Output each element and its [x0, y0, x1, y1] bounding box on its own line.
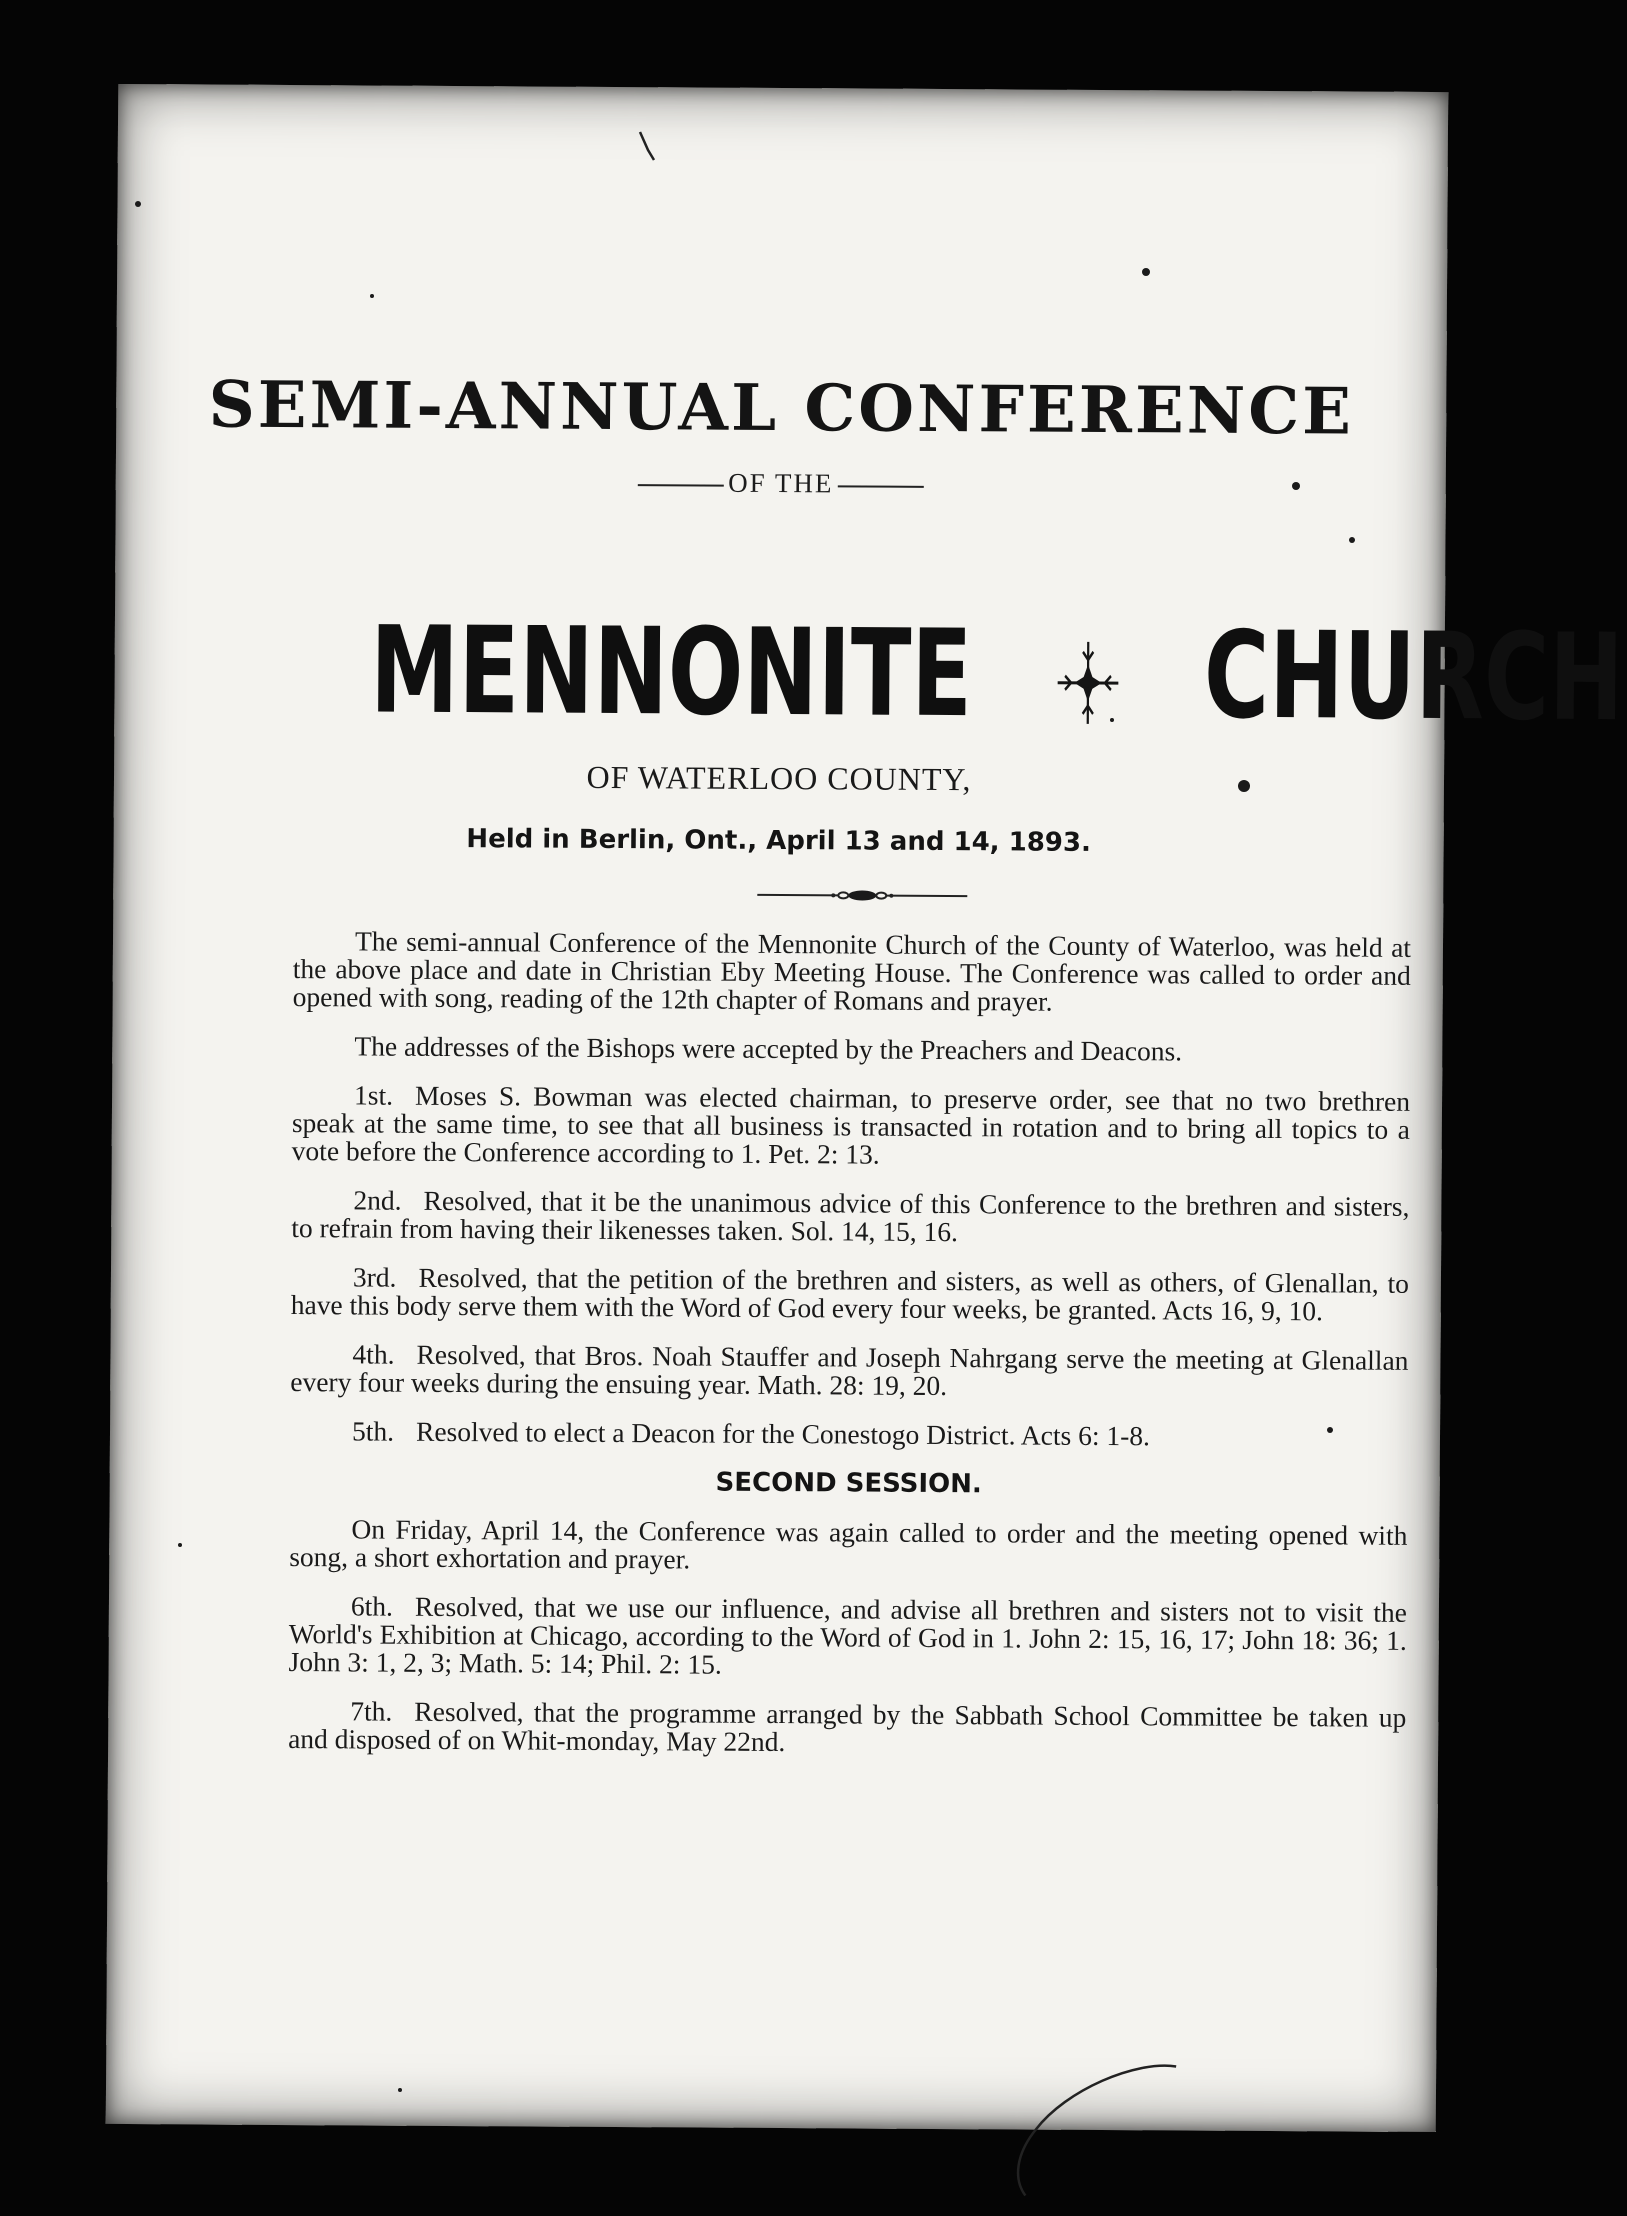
resolution-text: Moses S. Bowman was elected chairman, to preserve order, see that no two brethren speak at the same time, to see that all business is transacted in rotation and to bring all topics to a vote before the Conference according to 1. Pet. 2: 13.	[291, 1079, 1411, 1170]
ornamental-divider-icon	[757, 888, 967, 903]
resolution-ordinal: 5th.	[351, 1415, 395, 1447]
left-rule	[638, 484, 724, 487]
resolution-ordinal: 6th.	[350, 1590, 394, 1622]
session-opening	[289, 1515, 1407, 1578]
resolution-ordinal: 1st.	[353, 1079, 394, 1111]
paragraph-text: The addresses of the Bishops were accepted by the Preachers and Deacons.	[354, 1030, 1183, 1067]
resolution-6	[289, 1592, 1407, 1683]
resolution-4	[290, 1340, 1408, 1403]
resolution-ordinal: 7th.	[350, 1695, 393, 1727]
ink-stroke-mark	[1005, 2059, 1206, 2200]
title-mennonite: MENNONITE	[369, 601, 973, 745]
document-page	[106, 84, 1624, 2132]
cross-ornament-icon	[1054, 638, 1121, 728]
resolution-ordinal: 3rd.	[352, 1261, 397, 1293]
resolution-text: Resolved, that Bros. Noah Stauffer and Joseph Nahrgang serve the meeting at Glenallan every four weeks during the ensuing year. Math. 28: 19, 20.	[290, 1338, 1409, 1402]
resolution-2	[291, 1186, 1409, 1249]
church-name	[369, 601, 1624, 749]
right-rule	[837, 485, 923, 488]
resolution-text: Resolved to elect a Deacon for the Conestogo District. Acts 6: 1-8.	[415, 1415, 1151, 1452]
of-the-line	[116, 464, 1446, 503]
document-title: SEMI-ANNUAL CONFERENCE	[208, 367, 1355, 450]
date-place-line: Held in Berlin, Ont., April 13 and 14, 1893.	[466, 824, 1091, 858]
resolution-text: Resolved, that we use our influence, and advise all brethren and sisters not to visit the World's Exhibition at Chicago, according to the Word of God in 1. John 2: 15, 16, 17; John 18: 36; 1. John 3: 1, 2, 3; Math. 5: 14; Phil. 2: 15.	[288, 1590, 1408, 1680]
resolution-5	[290, 1417, 1408, 1452]
resolution-7	[288, 1697, 1406, 1760]
paragraph-addresses	[292, 1032, 1410, 1067]
of-the-text: OF THE	[728, 467, 834, 499]
title-church: CHURCH	[1203, 606, 1624, 749]
resolution-3	[291, 1263, 1409, 1326]
resolution-text: Resolved, that the programme arranged by the Sabbath School Committee be taken up and disposed of on Whit-monday, May 22nd.	[288, 1695, 1407, 1758]
paragraph-intro	[293, 927, 1411, 1018]
second-session-heading: SECOND SESSION.	[715, 1467, 982, 1500]
minutes-body	[288, 927, 1411, 1781]
resolution-ordinal: 2nd.	[353, 1184, 402, 1216]
paragraph-text: On Friday, April 14, the Conference was again called to order and the meeting opened with song, a short exhortation and prayer.	[289, 1513, 1408, 1575]
resolution-ordinal: 4th.	[352, 1338, 395, 1370]
county-subtitle: OF WATERLOO COUNTY,	[586, 758, 972, 798]
resolution-1	[292, 1081, 1410, 1172]
paragraph-text: The semi-annual Conference of the Mennonite Church of the County of Waterloo, was held at the above place and date in Christian Eby Meeting House. The Conference was called to order and opened with song, reading of the 12th chapter of Romans and prayer.	[292, 925, 1412, 1017]
resolution-text: Resolved, that the petition of the brethren and sisters, as well as others, of Glenallan, to have this body serve them with the Word of God every four weeks, be granted. Acts 16, 9, 10.	[290, 1261, 1410, 1327]
resolution-text: Resolved, that it be the unanimous advice of this Conference to the brethren and sisters, to refrain from having their likenesses taken. Sol. 14, 15, 16.	[291, 1184, 1410, 1248]
